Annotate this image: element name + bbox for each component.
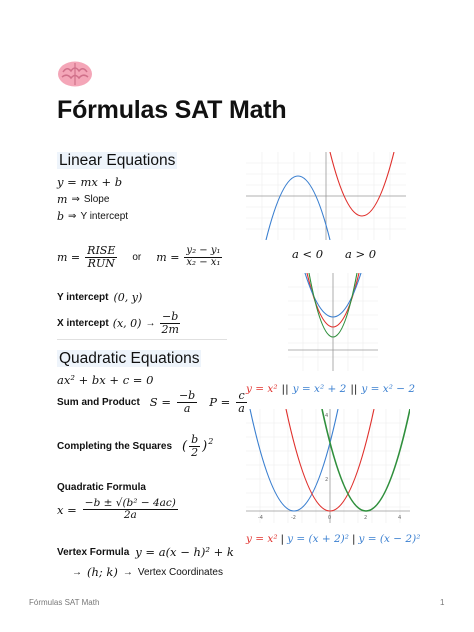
caption-a-negative: a < 0 bbox=[292, 247, 324, 261]
brain-icon bbox=[57, 60, 93, 88]
horizontal-caption-1: y = x² bbox=[246, 533, 278, 545]
y-intercept-point: (0, y) bbox=[113, 291, 143, 304]
sum-product-label: Sum and Product bbox=[57, 396, 140, 408]
tick-label-y: 2 bbox=[325, 477, 329, 483]
arrow: ⇒ bbox=[68, 211, 77, 222]
horizontal-caption-2: y = (x + 2)² bbox=[287, 533, 349, 545]
footer-page-number: 1 bbox=[440, 598, 445, 607]
x-eq: x = bbox=[57, 502, 77, 517]
page-title: Fórmulas SAT Math bbox=[57, 96, 287, 124]
s-fraction bbox=[177, 390, 197, 414]
vertex-line bbox=[57, 545, 234, 559]
cs-fraction bbox=[189, 434, 200, 458]
rise: RISE bbox=[87, 244, 116, 257]
footer-title: Fórmulas SAT Math bbox=[29, 598, 100, 607]
cs-exp: 2 bbox=[208, 436, 214, 446]
separator: || bbox=[350, 383, 358, 395]
x-int-den: 2m bbox=[161, 322, 179, 336]
tick-label-x: -2 bbox=[291, 515, 296, 521]
m-eq2: m = bbox=[156, 250, 180, 264]
slope-formula bbox=[57, 245, 222, 269]
tick-label-x: 0 bbox=[328, 515, 332, 521]
slope-label: Slope bbox=[83, 194, 110, 205]
quadratic-standard: ax² + bx + c = 0 bbox=[57, 373, 154, 387]
graph-concavity bbox=[246, 152, 406, 240]
shift-caption-3: y = x² − 2 bbox=[361, 383, 416, 395]
shift-caption bbox=[246, 383, 415, 395]
qf-den: 2a bbox=[123, 509, 137, 522]
qf-fraction bbox=[83, 498, 178, 521]
tick-label-x: -4 bbox=[258, 515, 263, 521]
cs-num: b bbox=[191, 433, 199, 446]
arrow: → bbox=[72, 566, 82, 578]
shift-caption-1: y = x² bbox=[246, 383, 278, 395]
separator: || bbox=[281, 383, 289, 395]
vertex-coords-line bbox=[72, 565, 223, 579]
x-intercept-label: X intercept bbox=[57, 317, 109, 329]
or-text: or bbox=[132, 251, 142, 263]
arrow: → bbox=[145, 317, 156, 329]
intercept-label: Y intercept bbox=[80, 211, 129, 222]
delta-fraction bbox=[184, 246, 222, 268]
completing-line: Completing the Squares ( $\frac{b}{2}$ ) 2 bbox=[57, 433, 214, 459]
shift-caption-2: y = x² + 2 bbox=[292, 383, 347, 395]
s-num: −b bbox=[178, 389, 196, 402]
y-intercept-label: Y intercept bbox=[57, 292, 109, 303]
x-int-num: −b bbox=[162, 310, 179, 323]
linear-heading: Linear Equations bbox=[59, 152, 176, 169]
tick-label-x: 2 bbox=[364, 515, 368, 521]
quadratic-heading: Quadratic Equations bbox=[59, 350, 200, 367]
intercept-var: b bbox=[57, 210, 65, 223]
curve-y-x-minus-2-sq bbox=[322, 409, 410, 511]
horizontal-caption bbox=[246, 533, 420, 545]
sum-product-line bbox=[57, 390, 247, 414]
graph-horizontal-shift bbox=[246, 409, 410, 523]
tick-label-x: 4 bbox=[398, 515, 402, 521]
linear-eq-main: y = mx + b bbox=[57, 175, 123, 189]
vertex-coords-label: Vertex Coordinates bbox=[137, 566, 223, 578]
separator: | bbox=[280, 533, 285, 545]
vertex-eq: y = a(x − h)² + k bbox=[135, 545, 234, 559]
curve-a-negative bbox=[266, 176, 330, 240]
horizontal-caption-3: y = (x − 2)² bbox=[358, 533, 421, 545]
p-eq: P = bbox=[209, 395, 231, 410]
arrow: → bbox=[122, 566, 133, 578]
vertex-point: (h; k) bbox=[87, 565, 118, 579]
x-intercept-line bbox=[57, 311, 181, 335]
quadratic-formula-label: Quadratic Formula bbox=[57, 482, 146, 493]
divider bbox=[57, 339, 227, 340]
dy: y₂ − y₁ bbox=[186, 245, 221, 257]
y-intercept-line bbox=[57, 291, 142, 304]
slope-line bbox=[57, 193, 109, 206]
m-eq: m = bbox=[57, 250, 81, 264]
s-den: a bbox=[183, 401, 191, 415]
intercept-line bbox=[57, 210, 128, 223]
rise-run-fraction bbox=[85, 245, 117, 269]
curve-a-positive bbox=[330, 152, 394, 216]
p-num: c bbox=[238, 389, 245, 402]
separator: | bbox=[351, 533, 356, 545]
x-intercept-point: (x, 0) bbox=[112, 316, 142, 330]
graph-vertical-shift bbox=[288, 273, 378, 371]
cs-den: 2 bbox=[191, 445, 199, 459]
slope-var: m bbox=[57, 193, 68, 206]
x-intercept-fraction bbox=[159, 311, 180, 335]
dx: x₂ − x₁ bbox=[186, 256, 221, 268]
run: RUN bbox=[87, 256, 115, 270]
qf-num: −b ± √(b² − 4ac) bbox=[84, 497, 176, 509]
tick-label-y: 4 bbox=[325, 413, 329, 419]
arrow: ⇒ bbox=[71, 194, 80, 205]
caption-a-positive: a > 0 bbox=[345, 247, 377, 261]
p-den: a bbox=[238, 401, 245, 415]
completing-label: Completing the Squares bbox=[57, 440, 173, 452]
quadratic-formula bbox=[57, 498, 178, 521]
s-eq: S = bbox=[149, 395, 171, 410]
vertex-label: Vertex Formula bbox=[57, 546, 130, 558]
